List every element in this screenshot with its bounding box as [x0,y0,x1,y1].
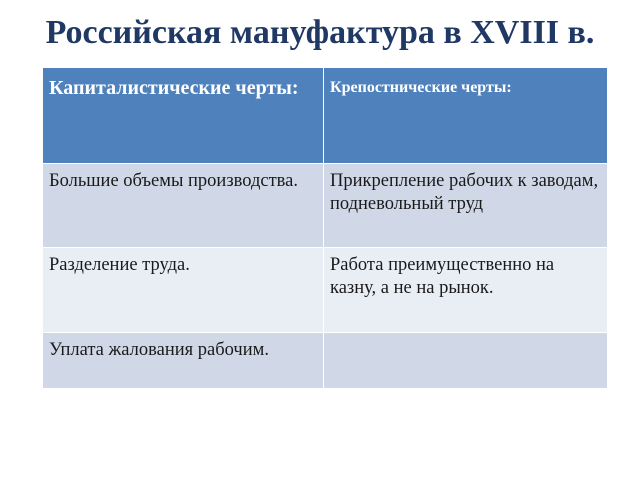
table-cell-empty [324,333,608,389]
table-cell: Уплата жалования рабочим. [43,333,324,389]
table-cell: Прикрепление рабочих к заводам, подневольный труд [324,164,608,248]
table-cell: Разделение труда. [43,248,324,333]
header-serf-features: Крепостнические черты: [324,68,608,164]
table-row [43,248,608,333]
table-header-row [43,68,608,164]
slide-title: Российская мануфактура в XVIII в. [45,14,595,51]
table-row [43,164,608,248]
table-row [43,333,608,389]
header-capitalist-features: Капиталистические черты: [43,68,324,164]
table-cell: Работа преимущественно на казну, а не на рынок. [324,248,608,333]
table-cell: Большие объемы производства. [43,164,324,248]
features-table [42,67,608,389]
